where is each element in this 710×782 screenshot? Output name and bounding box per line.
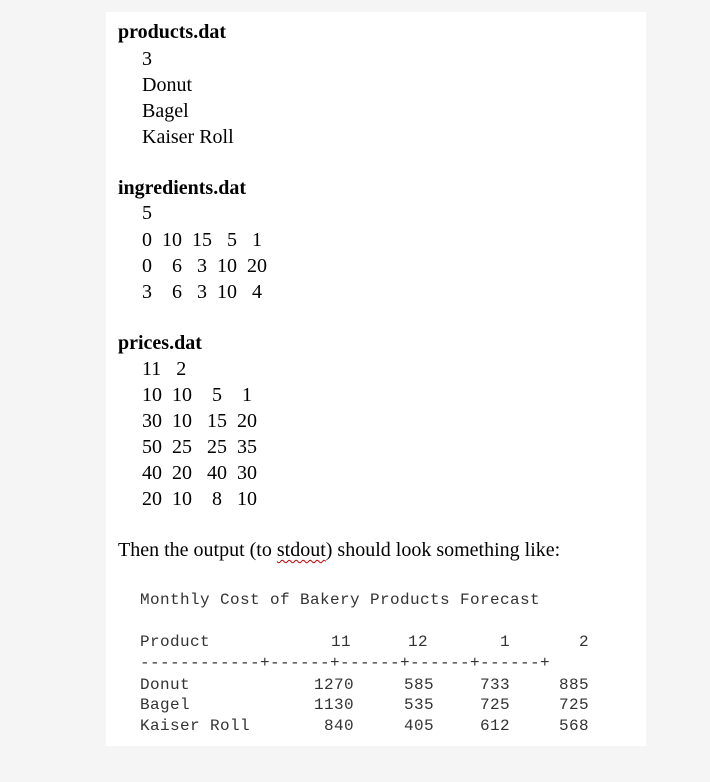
report-header-month-4: 2: [578, 633, 589, 651]
products-line-2: Donut: [142, 74, 192, 96]
spellcheck-word-stdout: stdout: [276, 539, 326, 561]
prices-line-4: 50 25 25 35: [142, 436, 257, 458]
file-name-prices: prices.dat: [118, 332, 202, 354]
report-cell: 725: [558, 696, 589, 714]
prices-line-2: 10 10 5 1: [142, 384, 252, 406]
ingredients-line-4: 3 6 3 10 4: [142, 281, 262, 303]
products-line-3: Bagel: [142, 100, 189, 122]
report-cell: 585: [403, 676, 434, 694]
report-cell: 885: [558, 676, 589, 694]
report-row-name: Bagel: [140, 696, 191, 714]
report-cell: 535: [403, 696, 434, 714]
intro-after: ) should look something like:: [325, 539, 561, 561]
file-name-products: products.dat: [118, 21, 226, 43]
report-header-month-3: 1: [499, 633, 510, 651]
report-row-name: Donut: [140, 676, 191, 694]
prices-line-6: 20 10 8 10: [142, 488, 257, 510]
report-cell: 725: [479, 696, 510, 714]
intro-sentence: [118, 539, 560, 562]
report-separator: ------------+------+------+------+------+: [140, 654, 551, 672]
report-cell: 733: [479, 676, 510, 694]
file-name-ingredients: ingredients.dat: [118, 177, 246, 199]
report-cell: 1270: [313, 676, 354, 694]
report-header-month-1: 11: [330, 633, 351, 651]
prices-line-3: 30 10 15 20: [142, 410, 257, 432]
report-cell: 1130: [313, 696, 354, 714]
products-line-1: 3: [142, 48, 152, 70]
report-cell: 568: [558, 717, 589, 735]
ingredients-line-2: 0 10 15 5 1: [142, 229, 262, 251]
prices-line-5: 40 20 40 30: [142, 462, 257, 484]
report-row-name: Kaiser Roll: [140, 717, 251, 735]
document-page: [106, 12, 646, 746]
prices-line-1: 11 2: [142, 358, 187, 380]
report-cell: 405: [403, 717, 434, 735]
report-header-product: Product: [140, 633, 211, 651]
report-cell: 612: [479, 717, 510, 735]
report-cell: 840: [323, 717, 354, 735]
products-line-4: Kaiser Roll: [142, 126, 234, 148]
ingredients-line-1: 5: [142, 202, 152, 224]
report-title: Monthly Cost of Bakery Products Forecast: [140, 591, 541, 609]
ingredients-line-3: 0 6 3 10 20: [142, 255, 267, 277]
report-header-month-2: 12: [407, 633, 428, 651]
intro-before: Then the output (to: [118, 539, 277, 561]
